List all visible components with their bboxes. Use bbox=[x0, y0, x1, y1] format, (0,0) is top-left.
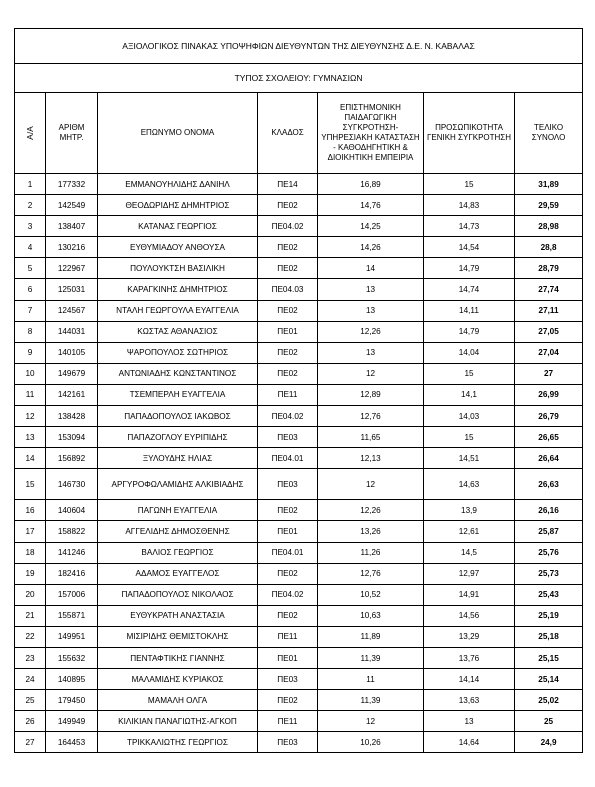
cell-prosopikotita: 13,63 bbox=[424, 690, 515, 711]
cell-arithmos: 149951 bbox=[46, 626, 98, 647]
cell-aa: 23 bbox=[15, 647, 46, 668]
cell-arithmos: 142549 bbox=[46, 195, 98, 216]
cell-klados: ΠΕ04.01 bbox=[258, 448, 318, 469]
cell-name: ΑΡΓΥΡΟΦΩΛΑΜΙΔΗΣ ΑΛΚΙΒΙΑΔΗΣ bbox=[98, 469, 258, 500]
cell-teliko: 27,11 bbox=[515, 300, 583, 321]
cell-name: ΕΥΘΥΚΡΑΤΗ ΑΝΑΣΤΑΣΙΑ bbox=[98, 605, 258, 626]
cell-prosopikotita: 14,1 bbox=[424, 384, 515, 405]
table-row bbox=[15, 279, 583, 300]
cell-name: ΤΡΙΚΚΑΛΙΩΤΗΣ ΓΕΩΡΓΙΟΣ bbox=[98, 732, 258, 753]
table-row bbox=[15, 647, 583, 668]
cell-epistimoniki: 13,26 bbox=[318, 521, 424, 542]
cell-teliko: 28,79 bbox=[515, 258, 583, 279]
cell-epistimoniki: 14,25 bbox=[318, 216, 424, 237]
cell-aa: 8 bbox=[15, 321, 46, 342]
cell-arithmos: 125031 bbox=[46, 279, 98, 300]
cell-prosopikotita: 14,11 bbox=[424, 300, 515, 321]
column-header-epistimoniki: ΕΠΙΣΤΗΜΟΝΙΚΗ ΠΑΙΔΑΓΩΓΙΚΗ ΣΥΓΚΡΟΤΗΣΗ- ΥΠΗΡΕΣΙΑΚΗ ΚΑΤΑΣΤΑΣΗ - ΚΑΘΟΔΗΓΗΤΙΚΗ & ΔΙΟΙΚΗΤΙΚΗ ΕΜΠΕΙΡΙΑ bbox=[318, 93, 424, 174]
cell-arithmos: 130216 bbox=[46, 237, 98, 258]
cell-klados: ΠΕ01 bbox=[258, 521, 318, 542]
cell-aa: 16 bbox=[15, 500, 46, 521]
cell-aa: 21 bbox=[15, 605, 46, 626]
column-header-prosopikotita: ΠΡΟΣΩΠΙΚΟΤΗΤΑ ΓΕΝΙΚΗ ΣΥΓΚΡΟΤΗΣΗ bbox=[424, 93, 515, 174]
cell-name: ΚΩΣΤΑΣ ΑΘΑΝΑΣΙΟΣ bbox=[98, 321, 258, 342]
cell-name: ΚΑΤΑΝΑΣ ΓΕΩΡΓΙΟΣ bbox=[98, 216, 258, 237]
cell-epistimoniki: 10,52 bbox=[318, 584, 424, 605]
cell-epistimoniki: 11,89 bbox=[318, 626, 424, 647]
cell-epistimoniki: 11,65 bbox=[318, 427, 424, 448]
cell-epistimoniki: 12,89 bbox=[318, 384, 424, 405]
cell-teliko: 25,43 bbox=[515, 584, 583, 605]
table-row bbox=[15, 300, 583, 321]
cell-teliko: 27,05 bbox=[515, 321, 583, 342]
table-row bbox=[15, 711, 583, 732]
cell-name: ΞΥΛΟΥΔΗΣ ΗΛΙΑΣ bbox=[98, 448, 258, 469]
cell-epistimoniki: 12 bbox=[318, 711, 424, 732]
column-header-teliko: ΤΕΛΙΚΟ ΣΥΝΟΛΟ bbox=[515, 93, 583, 174]
cell-name: ΜΙΣΙΡΙΔΗΣ ΘΕΜΙΣΤΟΚΛΗΣ bbox=[98, 626, 258, 647]
cell-prosopikotita: 15 bbox=[424, 427, 515, 448]
cell-klados: ΠΕ11 bbox=[258, 626, 318, 647]
cell-klados: ΠΕ02 bbox=[258, 300, 318, 321]
cell-arithmos: 149949 bbox=[46, 711, 98, 732]
cell-arithmos: 144031 bbox=[46, 321, 98, 342]
cell-aa: 15 bbox=[15, 469, 46, 500]
cell-name: ΚΙΛΙΚΙΑΝ ΠΑΝΑΓΙΩΤΗΣ-ΑΓΚΟΠ bbox=[98, 711, 258, 732]
cell-epistimoniki: 16,89 bbox=[318, 174, 424, 195]
cell-prosopikotita: 15 bbox=[424, 174, 515, 195]
table-row bbox=[15, 469, 583, 500]
cell-name: ΒΑΛΙΟΣ ΓΕΩΡΓΙΟΣ bbox=[98, 542, 258, 563]
table-row bbox=[15, 321, 583, 342]
cell-name: ΕΜΜΑΝΟΥΗΛΙΔΗΣ ΔΑΝΙΗΛ bbox=[98, 174, 258, 195]
table-row bbox=[15, 427, 583, 448]
table-body bbox=[15, 174, 583, 753]
cell-teliko: 28,8 bbox=[515, 237, 583, 258]
cell-name: ΜΑΜΑΛΗ ΟΛΓΑ bbox=[98, 690, 258, 711]
cell-klados: ΠΕ11 bbox=[258, 384, 318, 405]
cell-epistimoniki: 14,26 bbox=[318, 237, 424, 258]
table-row bbox=[15, 406, 583, 427]
cell-name: ΑΓΓΕΛΙΔΗΣ ΔΗΜΟΣΘΕΝΗΣ bbox=[98, 521, 258, 542]
cell-name: ΨΑΡΟΠΟΥΛΟΣ ΣΩΤΗΡΙΟΣ bbox=[98, 342, 258, 363]
cell-arithmos: 140604 bbox=[46, 500, 98, 521]
cell-prosopikotita: 14,83 bbox=[424, 195, 515, 216]
cell-teliko: 26,79 bbox=[515, 406, 583, 427]
cell-prosopikotita: 14,79 bbox=[424, 258, 515, 279]
cell-teliko: 25,15 bbox=[515, 647, 583, 668]
cell-name: ΠΑΠΑΔΟΠΟΥΛΟΣ ΝΙΚΟΛΑΟΣ bbox=[98, 584, 258, 605]
cell-epistimoniki: 12,26 bbox=[318, 321, 424, 342]
cell-aa: 24 bbox=[15, 669, 46, 690]
table-row bbox=[15, 626, 583, 647]
cell-epistimoniki: 14,76 bbox=[318, 195, 424, 216]
cell-teliko: 25,02 bbox=[515, 690, 583, 711]
cell-arithmos: 140105 bbox=[46, 342, 98, 363]
cell-prosopikotita: 14,54 bbox=[424, 237, 515, 258]
cell-epistimoniki: 12 bbox=[318, 469, 424, 500]
table-row bbox=[15, 342, 583, 363]
cell-teliko: 29,59 bbox=[515, 195, 583, 216]
cell-prosopikotita: 14,63 bbox=[424, 469, 515, 500]
table-title: ΑΞΙΟΛΟΓΙΚΟΣ ΠΙΝΑΚΑΣ ΥΠΟΨΗΦΙΩΝ ΔΙΕΥΘΥΝΤΩΝ ΤΗΣ ΔΙΕΥΘΥΝΣΗΣ Δ.Ε. Ν. ΚΑΒΑΛΑΣ bbox=[15, 29, 583, 64]
evaluation-sheet bbox=[14, 28, 582, 753]
cell-aa: 1 bbox=[15, 174, 46, 195]
cell-epistimoniki: 13 bbox=[318, 279, 424, 300]
cell-klados: ΠΕ03 bbox=[258, 469, 318, 500]
table-row bbox=[15, 448, 583, 469]
cell-teliko: 31,89 bbox=[515, 174, 583, 195]
cell-klados: ΠΕ04.01 bbox=[258, 542, 318, 563]
cell-prosopikotita: 14,14 bbox=[424, 669, 515, 690]
cell-epistimoniki: 12 bbox=[318, 363, 424, 384]
cell-aa: 12 bbox=[15, 406, 46, 427]
cell-prosopikotita: 14,64 bbox=[424, 732, 515, 753]
cell-arithmos: 124567 bbox=[46, 300, 98, 321]
cell-klados: ΠΕ11 bbox=[258, 711, 318, 732]
cell-teliko: 26,64 bbox=[515, 448, 583, 469]
column-header-klados: ΚΛΑΔΟΣ bbox=[258, 93, 318, 174]
cell-name: ΑΔΑΜΟΣ ΕΥΑΓΓΕΛΟΣ bbox=[98, 563, 258, 584]
cell-name: ΠΑΠΑΔΟΠΟΥΛΟΣ ΙΑΚΩΒΟΣ bbox=[98, 406, 258, 427]
cell-epistimoniki: 11,39 bbox=[318, 647, 424, 668]
table-row bbox=[15, 195, 583, 216]
cell-arithmos: 179450 bbox=[46, 690, 98, 711]
cell-arithmos: 155632 bbox=[46, 647, 98, 668]
cell-prosopikotita: 14,74 bbox=[424, 279, 515, 300]
cell-klados: ΠΕ02 bbox=[258, 563, 318, 584]
cell-prosopikotita: 12,61 bbox=[424, 521, 515, 542]
cell-epistimoniki: 12,26 bbox=[318, 500, 424, 521]
cell-klados: ΠΕ03 bbox=[258, 732, 318, 753]
cell-aa: 5 bbox=[15, 258, 46, 279]
cell-epistimoniki: 13 bbox=[318, 342, 424, 363]
column-header-aa bbox=[15, 93, 46, 174]
cell-aa: 27 bbox=[15, 732, 46, 753]
cell-name: ΠΑΠΑΖΟΓΛΟΥ ΕΥΡΙΠΙΔΗΣ bbox=[98, 427, 258, 448]
cell-teliko: 25,19 bbox=[515, 605, 583, 626]
table-row bbox=[15, 216, 583, 237]
cell-aa: 7 bbox=[15, 300, 46, 321]
cell-epistimoniki: 14 bbox=[318, 258, 424, 279]
cell-aa: 2 bbox=[15, 195, 46, 216]
table-row bbox=[15, 258, 583, 279]
cell-arithmos: 156892 bbox=[46, 448, 98, 469]
cell-aa: 13 bbox=[15, 427, 46, 448]
cell-klados: ΠΕ02 bbox=[258, 237, 318, 258]
table-row bbox=[15, 584, 583, 605]
column-header-aa-label: Α/Α bbox=[24, 125, 35, 140]
cell-klados: ΠΕ02 bbox=[258, 605, 318, 626]
cell-arithmos: 157006 bbox=[46, 584, 98, 605]
cell-epistimoniki: 10,26 bbox=[318, 732, 424, 753]
table-row bbox=[15, 690, 583, 711]
table-row bbox=[15, 500, 583, 521]
cell-name: ΕΥΘΥΜΙΑΔΟΥ ΑΝΘΟΥΣΑ bbox=[98, 237, 258, 258]
cell-aa: 3 bbox=[15, 216, 46, 237]
cell-epistimoniki: 13 bbox=[318, 300, 424, 321]
cell-arithmos: 140895 bbox=[46, 669, 98, 690]
cell-epistimoniki: 12,76 bbox=[318, 563, 424, 584]
cell-aa: 11 bbox=[15, 384, 46, 405]
cell-klados: ΠΕ04.02 bbox=[258, 584, 318, 605]
cell-aa: 9 bbox=[15, 342, 46, 363]
cell-aa: 14 bbox=[15, 448, 46, 469]
cell-klados: ΠΕ14 bbox=[258, 174, 318, 195]
cell-prosopikotita: 13,9 bbox=[424, 500, 515, 521]
table-row bbox=[15, 669, 583, 690]
cell-prosopikotita: 14,56 bbox=[424, 605, 515, 626]
cell-arithmos: 182416 bbox=[46, 563, 98, 584]
cell-teliko: 28,98 bbox=[515, 216, 583, 237]
cell-prosopikotita: 14,91 bbox=[424, 584, 515, 605]
cell-arithmos: 138428 bbox=[46, 406, 98, 427]
column-header-arithmos: ΑΡΙΘΜ ΜΗΤΡ. bbox=[46, 93, 98, 174]
cell-arithmos: 146730 bbox=[46, 469, 98, 500]
cell-name: ΠΕΝΤΑΦΤΙΚΗΣ ΓΙΑΝΝΗΣ bbox=[98, 647, 258, 668]
cell-arithmos: 138407 bbox=[46, 216, 98, 237]
table-row bbox=[15, 363, 583, 384]
cell-name: ΚΑΡΑΓΚΙΝΗΣ ΔΗΜΗΤΡΙΟΣ bbox=[98, 279, 258, 300]
cell-aa: 25 bbox=[15, 690, 46, 711]
table-row bbox=[15, 732, 583, 753]
cell-prosopikotita: 13,76 bbox=[424, 647, 515, 668]
cell-prosopikotita: 13,29 bbox=[424, 626, 515, 647]
table-row bbox=[15, 521, 583, 542]
cell-teliko: 25,18 bbox=[515, 626, 583, 647]
cell-prosopikotita: 14,73 bbox=[424, 216, 515, 237]
cell-teliko: 25,76 bbox=[515, 542, 583, 563]
cell-aa: 17 bbox=[15, 521, 46, 542]
cell-prosopikotita: 12,97 bbox=[424, 563, 515, 584]
cell-name: ΘΕΟΔΩΡΙΔΗΣ ΔΗΜΗΤΡΙΟΣ bbox=[98, 195, 258, 216]
cell-name: ΠΑΓΩΝΗ ΕΥΑΓΓΕΛΙΑ bbox=[98, 500, 258, 521]
cell-name: ΤΣΕΜΠΕΡΛΗ ΕΥΑΓΓΕΛΙΑ bbox=[98, 384, 258, 405]
cell-arithmos: 142161 bbox=[46, 384, 98, 405]
cell-klados: ΠΕ04.02 bbox=[258, 406, 318, 427]
cell-teliko: 25,73 bbox=[515, 563, 583, 584]
cell-prosopikotita: 14,03 bbox=[424, 406, 515, 427]
cell-aa: 22 bbox=[15, 626, 46, 647]
cell-klados: ΠΕ04.02 bbox=[258, 216, 318, 237]
cell-prosopikotita: 14,79 bbox=[424, 321, 515, 342]
cell-klados: ΠΕ01 bbox=[258, 647, 318, 668]
cell-aa: 19 bbox=[15, 563, 46, 584]
cell-name: ΠΟΥΛΟΥΚΤΣΗ ΒΑΣΙΛΙΚΗ bbox=[98, 258, 258, 279]
cell-klados: ΠΕ03 bbox=[258, 427, 318, 448]
table-row bbox=[15, 384, 583, 405]
cell-klados: ΠΕ02 bbox=[258, 195, 318, 216]
cell-arithmos: 155871 bbox=[46, 605, 98, 626]
cell-arithmos: 149679 bbox=[46, 363, 98, 384]
cell-klados: ΠΕ02 bbox=[258, 342, 318, 363]
cell-teliko: 26,99 bbox=[515, 384, 583, 405]
cell-epistimoniki: 12,76 bbox=[318, 406, 424, 427]
cell-klados: ΠΕ02 bbox=[258, 363, 318, 384]
evaluation-table bbox=[14, 28, 583, 753]
school-type: ΤΥΠΟΣ ΣΧΟΛΕΙΟΥ: ΓΥΜΝΑΣΙΩΝ bbox=[15, 64, 583, 93]
cell-teliko: 27,04 bbox=[515, 342, 583, 363]
cell-teliko: 24,9 bbox=[515, 732, 583, 753]
cell-arithmos: 153094 bbox=[46, 427, 98, 448]
cell-teliko: 25,14 bbox=[515, 669, 583, 690]
cell-aa: 10 bbox=[15, 363, 46, 384]
cell-klados: ΠΕ02 bbox=[258, 690, 318, 711]
cell-teliko: 26,16 bbox=[515, 500, 583, 521]
cell-prosopikotita: 14,04 bbox=[424, 342, 515, 363]
cell-epistimoniki: 10,63 bbox=[318, 605, 424, 626]
cell-arithmos: 141246 bbox=[46, 542, 98, 563]
cell-name: ΜΑΛΑΜΙΔΗΣ ΚΥΡΙΑΚΟΣ bbox=[98, 669, 258, 690]
cell-klados: ΠΕ02 bbox=[258, 500, 318, 521]
cell-aa: 26 bbox=[15, 711, 46, 732]
cell-aa: 4 bbox=[15, 237, 46, 258]
cell-teliko: 26,65 bbox=[515, 427, 583, 448]
table-row bbox=[15, 563, 583, 584]
table-row bbox=[15, 174, 583, 195]
cell-aa: 18 bbox=[15, 542, 46, 563]
cell-arithmos: 177332 bbox=[46, 174, 98, 195]
cell-teliko: 27 bbox=[515, 363, 583, 384]
cell-teliko: 27,74 bbox=[515, 279, 583, 300]
cell-arithmos: 158822 bbox=[46, 521, 98, 542]
cell-prosopikotita: 14,51 bbox=[424, 448, 515, 469]
cell-prosopikotita: 13 bbox=[424, 711, 515, 732]
column-header-name: ΕΠΩΝΥΜΟ ΟΝΟΜΑ bbox=[98, 93, 258, 174]
table-row bbox=[15, 237, 583, 258]
table-row bbox=[15, 542, 583, 563]
cell-klados: ΠΕ02 bbox=[258, 258, 318, 279]
cell-klados: ΠΕ03 bbox=[258, 669, 318, 690]
table-row bbox=[15, 605, 583, 626]
cell-prosopikotita: 15 bbox=[424, 363, 515, 384]
cell-epistimoniki: 12,13 bbox=[318, 448, 424, 469]
cell-teliko: 26,63 bbox=[515, 469, 583, 500]
cell-arithmos: 164453 bbox=[46, 732, 98, 753]
cell-klados: ΠΕ01 bbox=[258, 321, 318, 342]
cell-epistimoniki: 11,39 bbox=[318, 690, 424, 711]
cell-arithmos: 122967 bbox=[46, 258, 98, 279]
cell-teliko: 25,87 bbox=[515, 521, 583, 542]
cell-aa: 20 bbox=[15, 584, 46, 605]
cell-epistimoniki: 11 bbox=[318, 669, 424, 690]
cell-prosopikotita: 14,5 bbox=[424, 542, 515, 563]
cell-klados: ΠΕ04.03 bbox=[258, 279, 318, 300]
cell-teliko: 25 bbox=[515, 711, 583, 732]
cell-epistimoniki: 11,26 bbox=[318, 542, 424, 563]
cell-aa: 6 bbox=[15, 279, 46, 300]
cell-name: ΝΤΑΛΗ ΓΕΩΡΓΟΥΛΑ ΕΥΑΓΓΕΛΙΑ bbox=[98, 300, 258, 321]
cell-name: ΑΝΤΩΝΙΑΔΗΣ ΚΩΝΣΤΑΝΤΙΝΟΣ bbox=[98, 363, 258, 384]
